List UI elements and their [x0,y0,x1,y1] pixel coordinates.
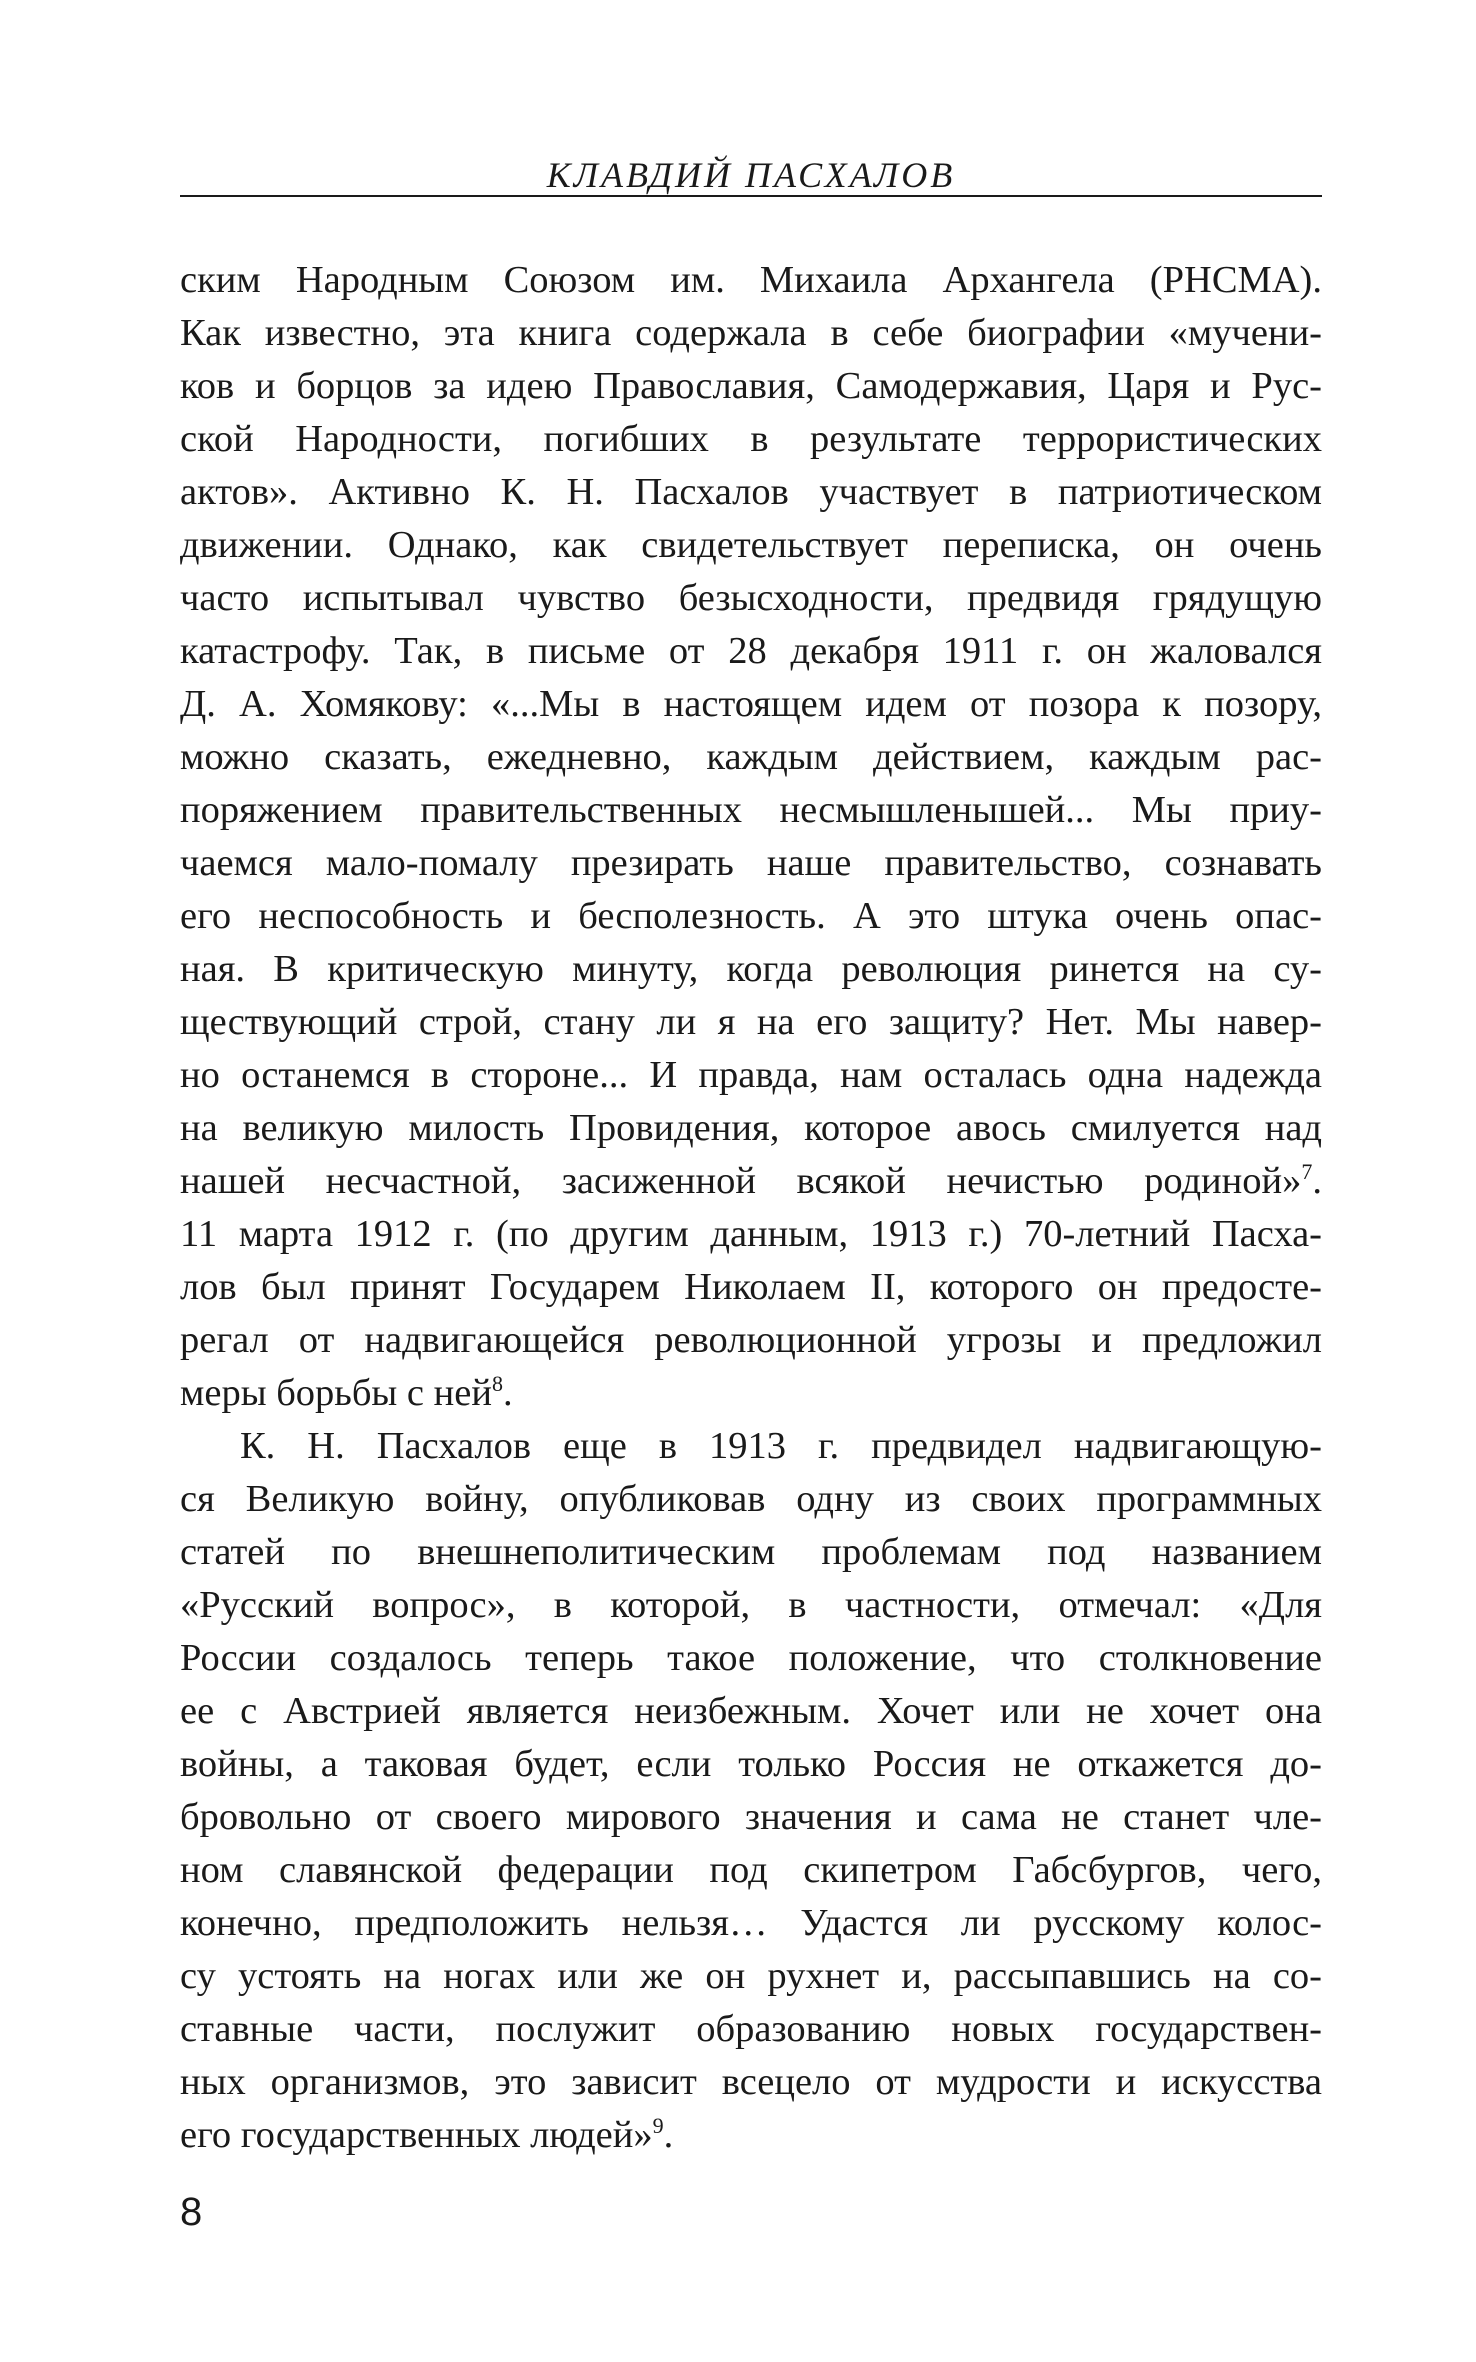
running-header: КЛАВДИЙ ПАСХАЛОВ [546,155,956,195]
text-line: катастрофу. Так, в письме от 28 декабря 1911 г. он жаловался [180,630,1322,672]
text-line: К. Н. Пасхалов еще в 1913 г. предвидел надвигающую- [240,1425,1322,1467]
text-line: на великую милость Провидения, которое авось смилуется над [180,1107,1322,1149]
line-text: меры борьбы с ней [180,1372,492,1414]
text-line-with-footnote [180,1367,1322,1420]
text-line: статей по внешнеполитическим проблемам под названием [180,1531,1322,1573]
footnote-mark-7: 7 [1301,1159,1313,1184]
paragraph-2 [180,1420,1322,2162]
footnote-mark-8: 8 [491,1371,503,1396]
footnote-mark-9: 9 [652,2113,664,2138]
header-rule [180,195,1322,197]
text-line: движении. Однако, как свидетельствует переписка, он очень [180,524,1322,566]
text-line: войны, а таковая будет, если только Россия не откажется до- [180,1743,1322,1785]
text-line: су устоять на ногах или же он рухнет и, рассыпавшись на со- [180,1955,1322,1997]
trailing-period: . [1312,1160,1322,1202]
trailing-period: . [663,2114,674,2156]
text-line: Как известно, эта книга содержала в себе биографии «мучени- [180,312,1322,354]
text-line: ставные части, послужит образованию новых государствен- [180,2008,1322,2050]
text-line: ных организмов, это зависит всецело от мудрости и искусства [180,2061,1322,2103]
text-line: ской Народности, погибших в результате террористических [180,418,1322,460]
text-line: конечно, предположить нельзя… Удастся ли русскому колос- [180,1902,1322,1944]
text-line: регал от надвигающейся революционной угрозы и предложил [180,1319,1322,1361]
line-text: его государственных людей» [180,2114,653,2156]
text-line: поряжением правительственных несмышленышей... Мы приу- [180,789,1322,831]
body-text [180,254,1322,2162]
text-line-with-footnote [180,1155,1322,1208]
text-line: «Русский вопрос», в которой, в частности, отмечал: «Для [180,1584,1322,1626]
text-line: его неспособность и бесполезность. А это штука очень опас- [180,895,1322,937]
trailing-period: . [502,1372,513,1414]
page-number: 8 [180,2190,203,2234]
text-line: ков и борцов за идею Православия, Самодержавия, Царя и Рус- [180,365,1322,407]
text-line: актов». Активно К. Н. Пасхалов участвует в патриотическом [180,471,1322,513]
text-line: ществующий строй, стану ли я на его защиту? Нет. Мы навер- [180,1001,1322,1043]
text-line: 11 марта 1912 г. (по другим данным, 1913 г.) 70-летний Пасха- [180,1213,1322,1255]
text-line: можно сказать, ежедневно, каждым действием, каждым рас- [180,736,1322,778]
text-line: ся Великую войну, опубликовав одну из своих программных [180,1478,1322,1520]
text-line: ная. В критическую минуту, когда революция ринется на су- [180,948,1322,990]
text-line-with-footnote [180,2109,1322,2162]
text-line: России создалось теперь такое положение, что столкновение [180,1637,1322,1679]
text-line: ским Народным Союзом им. Михаила Архангела (РНСМА). [180,259,1322,301]
line-text: нашей несчастной, засиженной всякой нечистью родиной» [180,1160,1302,1202]
text-line: бровольно от своего мирового значения и сама не станет чле- [180,1796,1322,1838]
text-line: Д. А. Хомякову: «...Мы в настоящем идем от позора к позору, [180,683,1322,725]
paragraph-1 [180,254,1322,1420]
text-line: но останемся в стороне... И правда, нам осталась одна надежда [180,1054,1322,1096]
text-line: чаемся мало-помалу презирать наше правительство, сознавать [180,842,1322,884]
text-line: лов был принят Государем Николаем II, которого он предосте- [180,1266,1322,1308]
text-line: ее с Австрией является неизбежным. Хочет или не хочет она [180,1690,1322,1732]
text-line: ном славянской федерации под скипетром Габсбургов, чего, [180,1849,1322,1891]
text-line: часто испытывал чувство безысходности, предвидя грядущую [180,577,1322,619]
